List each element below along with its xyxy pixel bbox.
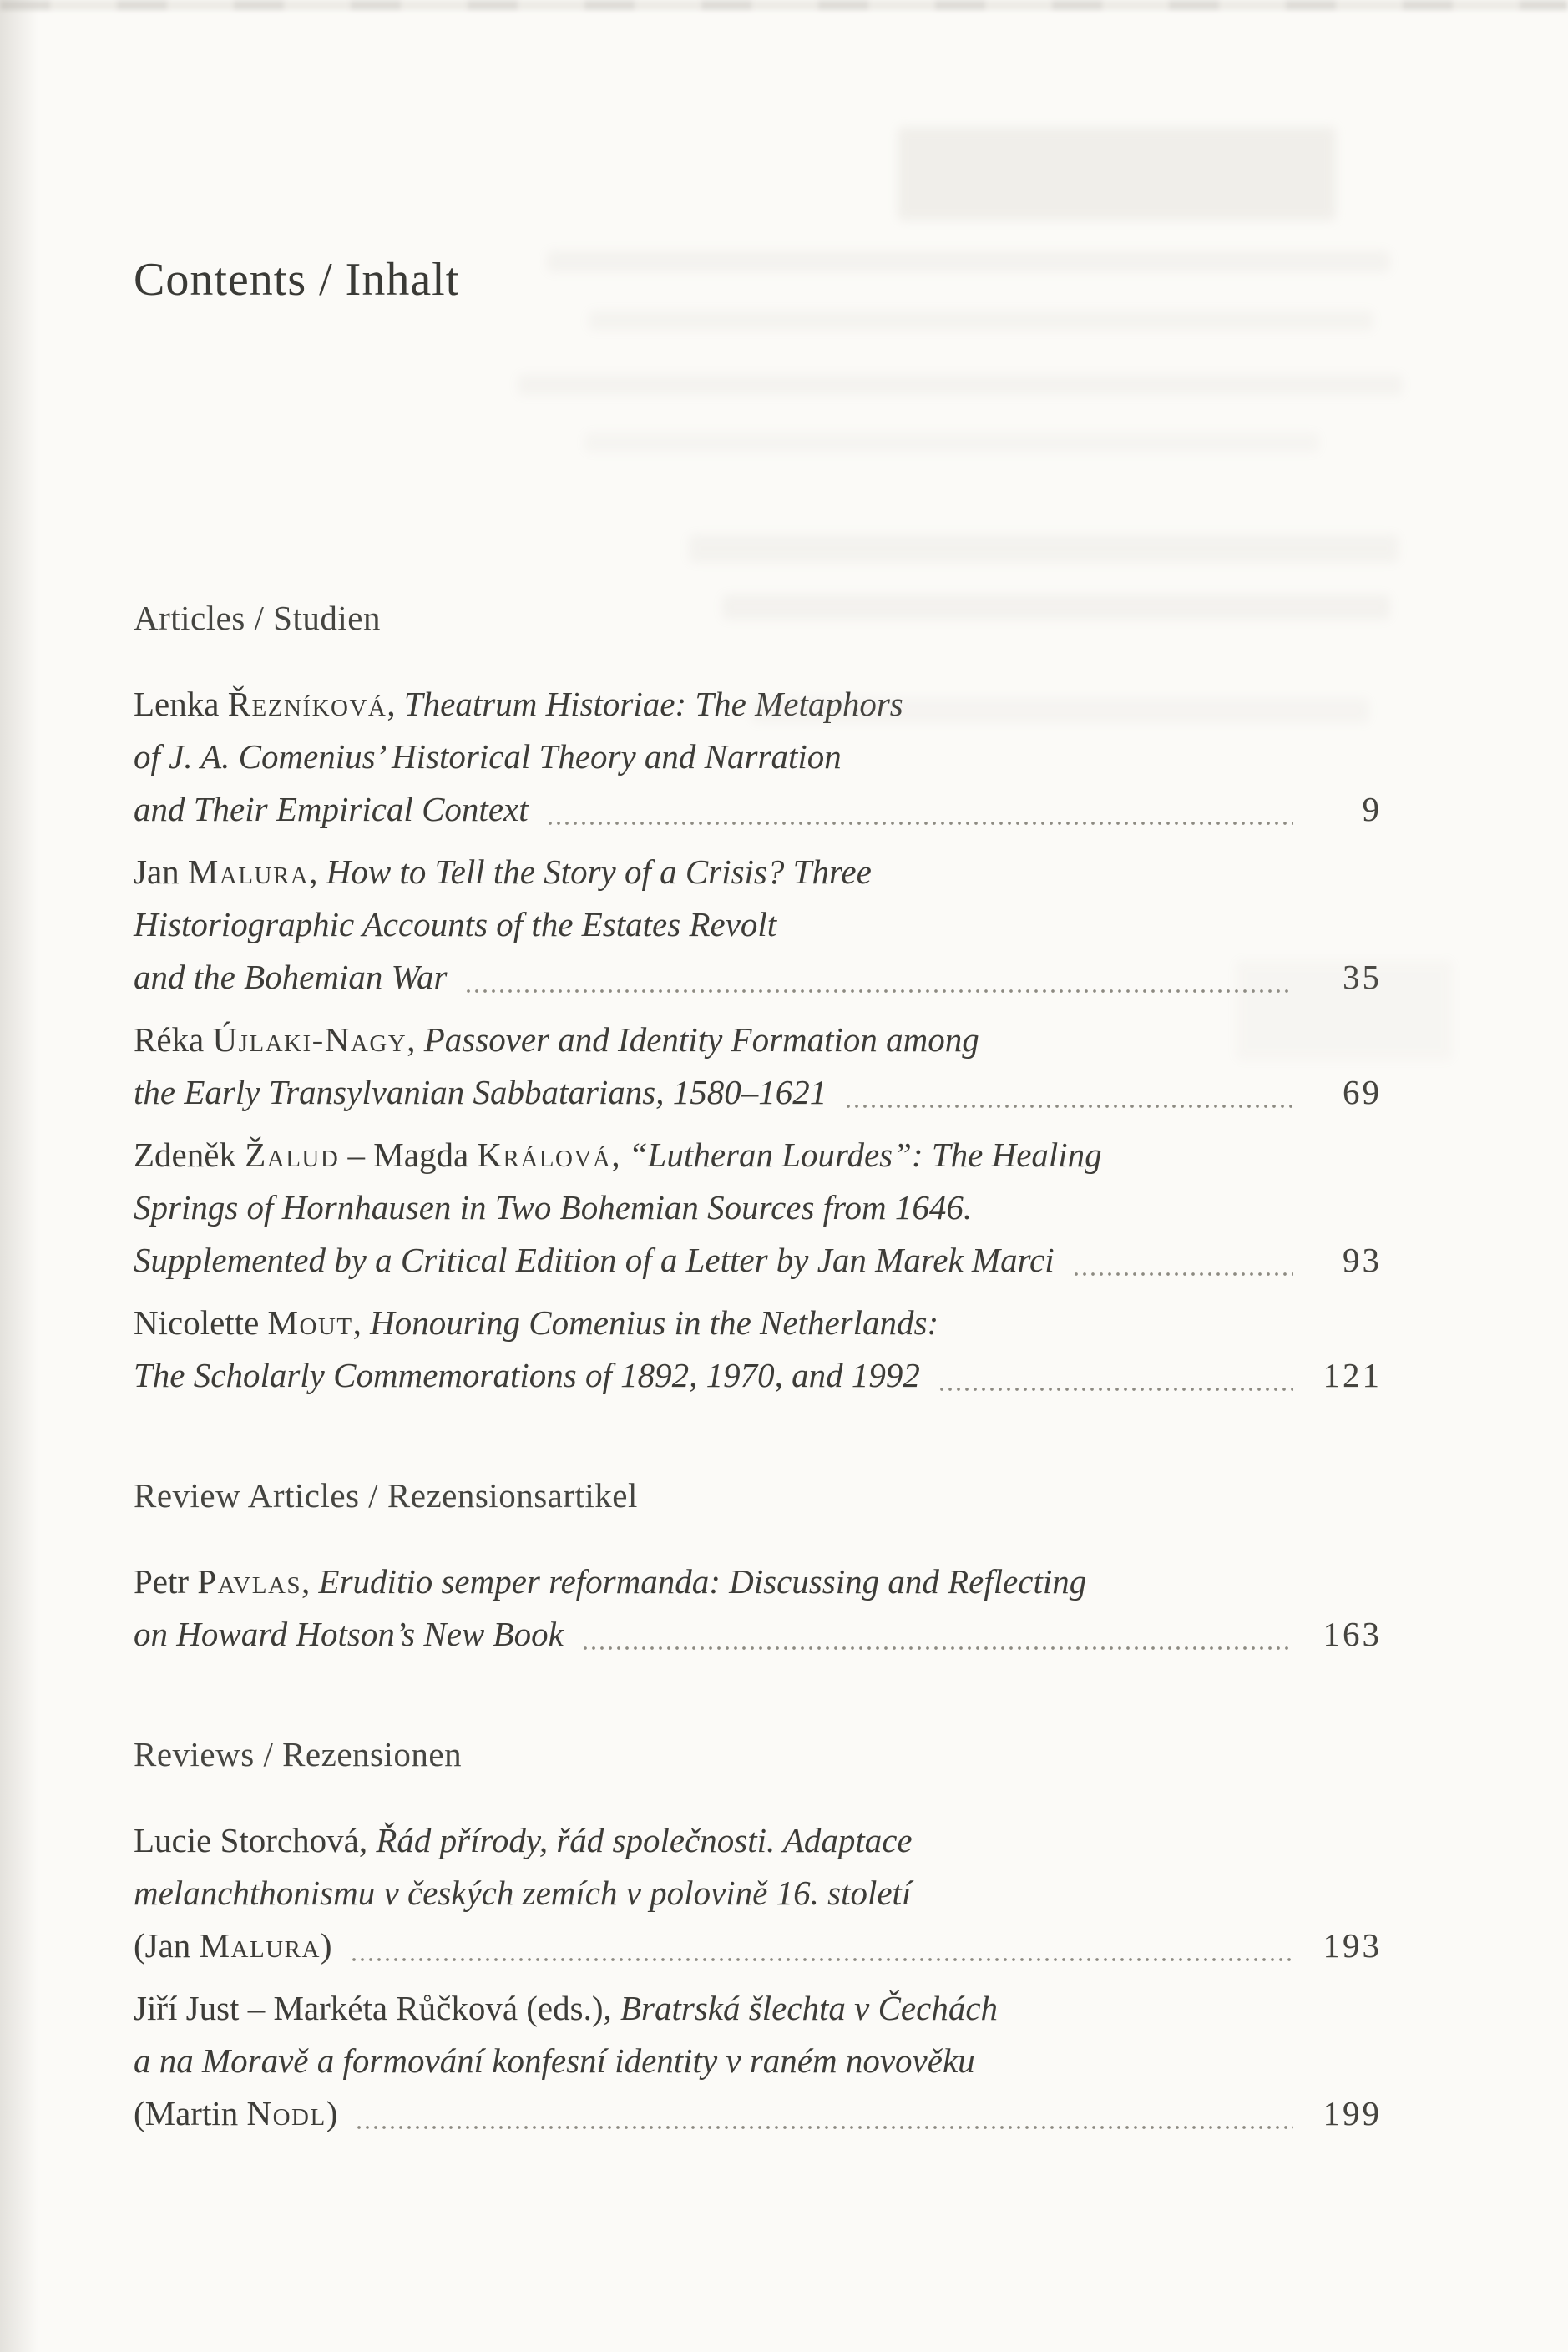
toc-entry-line xyxy=(134,2035,1382,2087)
page-number: 193 xyxy=(1323,1926,1382,1965)
ghost-text-artifact xyxy=(584,432,1319,453)
dot-leader xyxy=(847,1105,1293,1108)
work-title-segment: on Howard Hotson’s New Book xyxy=(134,1615,564,1653)
work-title-segment: and the Bohemian War xyxy=(134,958,448,996)
section-heading: Articles / Studien xyxy=(134,599,381,637)
entry-text xyxy=(134,1136,1102,1174)
page-number: 35 xyxy=(1343,958,1382,996)
toc-entry xyxy=(134,1982,1382,2140)
work-title-segment: a na Moravě a formování konfesní identity v raném novověku xyxy=(134,2041,975,2080)
author-name-segment: Pavlas xyxy=(197,1562,302,1601)
toc-entry-line xyxy=(134,951,1382,1004)
toc-entry-line xyxy=(134,1129,1382,1181)
entry-text xyxy=(134,1066,827,1119)
page-number: 121 xyxy=(1323,1356,1382,1394)
work-title-segment: Řád přírody, řád společnosti. Adaptace xyxy=(376,1821,913,1859)
work-title-segment: the Early Transylvanian Sabbatarians, 1580–1621 xyxy=(134,1073,827,1111)
text-segment: , xyxy=(301,1562,319,1601)
page-number: 69 xyxy=(1343,1073,1382,1111)
entry-text xyxy=(134,1989,998,2027)
entry-text xyxy=(134,1234,1055,1287)
section-heading: Review Articles / Rezensionsartikel xyxy=(134,1476,638,1515)
toc-entry-line xyxy=(134,846,1382,898)
work-title-segment: Springs of Hornhausen in Two Bohemian Sources from 1646. xyxy=(134,1188,973,1227)
toc-entry-line xyxy=(134,1297,1382,1349)
ghost-text-artifact xyxy=(518,374,1403,396)
ghost-text-artifact xyxy=(689,534,1399,563)
page-number: 9 xyxy=(1362,790,1382,828)
toc-entry-line xyxy=(134,1014,1382,1066)
work-title-segment: Honouring Comenius in the Netherlands: xyxy=(370,1303,939,1342)
text-segment: Jiří Just – Markéta Růčková (eds.), xyxy=(134,1989,620,2027)
author-name-segment: Žalud xyxy=(245,1136,340,1174)
work-title-segment: Supplemented by a Critical Edition of a Letter by Jan Marek Marci xyxy=(134,1241,1055,1279)
entry-text xyxy=(134,1608,564,1661)
work-title-segment: How to Tell the Story of a Crisis? Three xyxy=(326,852,872,891)
toc-entry-line xyxy=(134,1555,1382,1608)
entry-text xyxy=(134,1349,920,1402)
work-title-segment: “Lutheran Lourdes”: The Healing xyxy=(628,1136,1102,1174)
toc-entry-line xyxy=(134,898,1382,951)
toc-entry-line xyxy=(134,1814,1382,1867)
dot-leader xyxy=(1075,1272,1293,1276)
author-name-segment: Mout xyxy=(267,1303,353,1342)
section-heading: Reviews / Rezensionen xyxy=(134,1735,463,1773)
author-name-segment: Malura xyxy=(199,1926,321,1965)
entry-text xyxy=(134,951,447,1004)
toc-entry-line xyxy=(134,1349,1382,1402)
toc-entry-line xyxy=(134,1608,1382,1661)
toc-entry xyxy=(134,1129,1382,1287)
toc-section xyxy=(134,1733,1382,2140)
work-title-segment: Theatrum Historiae: The Metaphors xyxy=(403,685,903,723)
text-segment: ) xyxy=(326,2094,338,2132)
author-name-segment: Nodl xyxy=(246,2094,326,2132)
author-name-segment: Řezníková xyxy=(227,685,387,723)
scan-artifact-top-edge xyxy=(0,0,1568,10)
work-title-segment: Historiographic Accounts of the Estates Revolt xyxy=(134,905,777,943)
text-segment: Réka xyxy=(134,1020,213,1059)
text-segment: Nicolette xyxy=(134,1303,268,1342)
toc-entry xyxy=(134,1555,1382,1661)
toc-entry-line xyxy=(134,678,1382,731)
toc-entry xyxy=(134,1814,1382,1972)
text-segment: ) xyxy=(320,1926,332,1965)
dot-leader xyxy=(352,1958,1293,1961)
dot-leader xyxy=(584,1646,1293,1650)
entry-text xyxy=(134,905,776,943)
toc-entry xyxy=(134,1014,1382,1119)
text-segment: , xyxy=(407,1020,424,1059)
ghost-text-artifact xyxy=(898,127,1336,220)
entry-text xyxy=(134,737,842,776)
toc-entry-line xyxy=(134,1920,1382,1972)
toc-entry-line xyxy=(134,731,1382,783)
page-number: 163 xyxy=(1323,1615,1382,1653)
work-title-segment: and Their Empirical Context xyxy=(134,790,529,828)
text-segment: Lucie Storchová, xyxy=(134,1821,377,1859)
text-segment: , xyxy=(352,1303,371,1342)
work-title-segment: melanchthonismu v českých zemích v polovině 16. století xyxy=(134,1874,912,1912)
entry-text xyxy=(134,1821,913,1859)
toc-entry-line xyxy=(134,1181,1382,1234)
toc-entry-line xyxy=(134,1867,1382,1920)
author-name-segment: Králová xyxy=(477,1136,612,1174)
page-number: 199 xyxy=(1323,2094,1382,2132)
dot-leader xyxy=(357,2126,1293,2129)
work-title-segment: Bratrská šlechta v Čechách xyxy=(620,1989,999,2027)
entry-text xyxy=(134,1874,911,1912)
text-segment: , xyxy=(309,852,326,891)
toc-entry-line xyxy=(134,1234,1382,1287)
toc-entry xyxy=(134,678,1382,836)
dot-leader xyxy=(940,1388,1293,1391)
text-segment: – Magda xyxy=(339,1136,478,1174)
entry-text xyxy=(134,1920,332,1972)
page-title: Contents / Inhalt xyxy=(134,254,460,306)
entry-text xyxy=(134,2041,975,2080)
text-segment: Jan xyxy=(134,852,188,891)
author-name-segment: Malura xyxy=(187,852,310,891)
toc-entry-line xyxy=(134,2087,1382,2140)
text-segment: , xyxy=(387,685,404,723)
text-segment: , xyxy=(611,1136,629,1174)
entry-text xyxy=(134,1303,938,1342)
toc-section xyxy=(134,597,1382,1402)
toc-entry-line xyxy=(134,783,1382,836)
entry-text xyxy=(134,852,872,891)
text-segment: (Jan xyxy=(134,1926,200,1965)
entry-text xyxy=(134,2087,337,2140)
scan-artifact-left-edge xyxy=(0,0,38,2352)
text-segment: Petr xyxy=(134,1562,198,1601)
entry-text xyxy=(134,685,903,723)
ghost-text-artifact xyxy=(589,311,1373,331)
entry-text xyxy=(134,1188,972,1227)
text-segment: Zdeněk xyxy=(134,1136,245,1174)
entry-text xyxy=(134,1562,1086,1601)
toc-entry xyxy=(134,1297,1382,1402)
entry-text xyxy=(134,783,529,836)
page-number: 93 xyxy=(1343,1241,1382,1279)
toc-entry-line xyxy=(134,1982,1382,2035)
toc-entry-line xyxy=(134,1066,1382,1119)
work-title-segment: Eruditio semper reformanda: Discussing and Reflecting xyxy=(318,1562,1087,1601)
text-segment: Lenka xyxy=(134,685,228,723)
entry-text xyxy=(134,1020,979,1059)
toc-entry xyxy=(134,846,1382,1004)
dot-leader xyxy=(549,822,1293,825)
work-title-segment: Passover and Identity Formation among xyxy=(423,1020,979,1059)
toc-section xyxy=(134,1474,1382,1661)
text-segment: (Martin xyxy=(134,2094,247,2132)
table-of-contents xyxy=(134,597,1382,2140)
work-title-segment: The Scholarly Commemorations of 1892, 1970, and 1992 xyxy=(134,1356,920,1394)
author-name-segment: Újlaki-Nagy xyxy=(212,1020,407,1059)
dot-leader xyxy=(467,989,1293,993)
work-title-segment: of J. A. Comenius’ Historical Theory and Narration xyxy=(134,737,842,776)
